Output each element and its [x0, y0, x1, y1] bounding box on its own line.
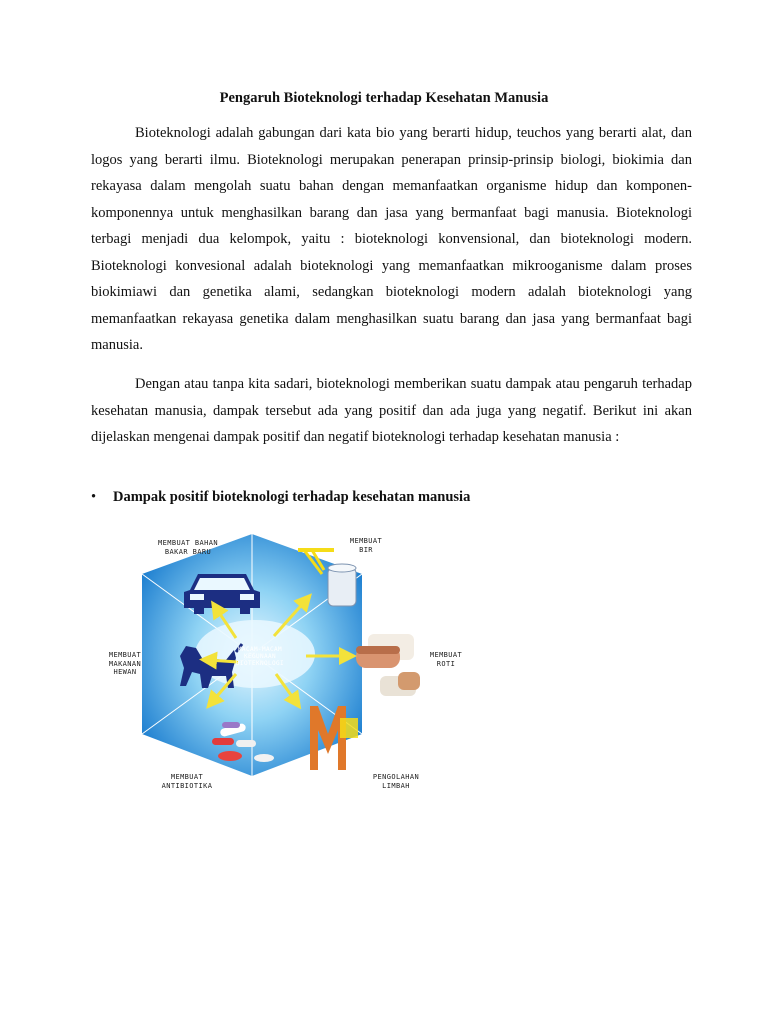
- label-line: ANTIBIOTIKA: [161, 781, 213, 790]
- label-line: MEMBUAT: [108, 651, 142, 659]
- center-label-line: MACAM-MACAM: [237, 646, 283, 653]
- label-line: ROTI: [436, 659, 456, 668]
- label-line: BIR: [359, 545, 373, 554]
- label-fuel: [148, 539, 228, 556]
- label-line: PENGOLAHAN: [372, 773, 420, 781]
- bullet-heading: Dampak positif bioteknologi terhadap kesehatan manusia: [113, 489, 471, 505]
- label-line: MEMBUAT: [170, 773, 204, 781]
- label-beer: [336, 537, 396, 554]
- car-icon: [184, 574, 260, 614]
- label-bread: [416, 651, 476, 668]
- document-title: Pengaruh Bioteknologi terhadap Kesehatan Manusia: [219, 90, 549, 106]
- label-waste: [356, 773, 436, 790]
- label-animal-food: [100, 651, 150, 677]
- label-line: MEMBUAT: [429, 651, 463, 659]
- center-label: [220, 646, 300, 667]
- paragraph-definition: Bioteknologi adalah gabungan dari kata bio yang berarti hidup, teuchos yang berarti alat, dan logos yang berarti ilmu. Bioteknologi merupakan penerapan prinsip-prinsip biologi, biokimia dan rekayasa dalam mengolah suatu bahan dengan memanfaatkan organisme hidup dan komponen-komponennya untuk menghasilkan barang dan jasa yang bermanfaat bagi manusia. Bioteknologi terbagi menjadi dua kelompok, yaitu : bioteknologi konvensional, dan bioteknologi modern. Bioteknologi konvesional adalah bioteknologi yang memanfaatkan mikrooganisme dalam proses biokimiawi dan genetika alami, sedangkan bioteknologi modern adalah bioteknologi yang memanfaatkan rekayasa genetika dalam menghasilkan suatu barang dan jasa yang bermanfaat bagi manusia.: [91, 125, 692, 353]
- center-label-line: KEGUNAAN: [243, 653, 277, 660]
- biotech-uses-figure: [100, 526, 480, 816]
- paragraph-impact: Dengan atau tanpa kita sadari, bioteknologi memberikan suatu dampak atau pengaruh terhadap kesehatan manusia, dampak tersebut ada yang positif dan ada juga yang negatif. Berikut ini akan dijelaskan mengenai dampak positif dan negatif bioteknologi terhadap kesehatan manusia :: [91, 376, 692, 445]
- label-line: LIMBAH: [382, 781, 410, 790]
- label-line: BAKAR BARU: [164, 547, 212, 556]
- center-label-line: BIOTEKNOLOGI: [235, 660, 285, 667]
- label-line: MEMBUAT: [349, 537, 383, 545]
- label-line: HEWAN: [113, 668, 137, 676]
- bread-icon: [356, 634, 420, 696]
- label-line: MAKANAN: [108, 659, 142, 668]
- label-antibiotics: [142, 773, 232, 790]
- bullet-dot: •: [91, 489, 97, 505]
- label-line: MEMBUAT BAHAN: [158, 539, 218, 547]
- bullet-positive-impact: [91, 489, 470, 506]
